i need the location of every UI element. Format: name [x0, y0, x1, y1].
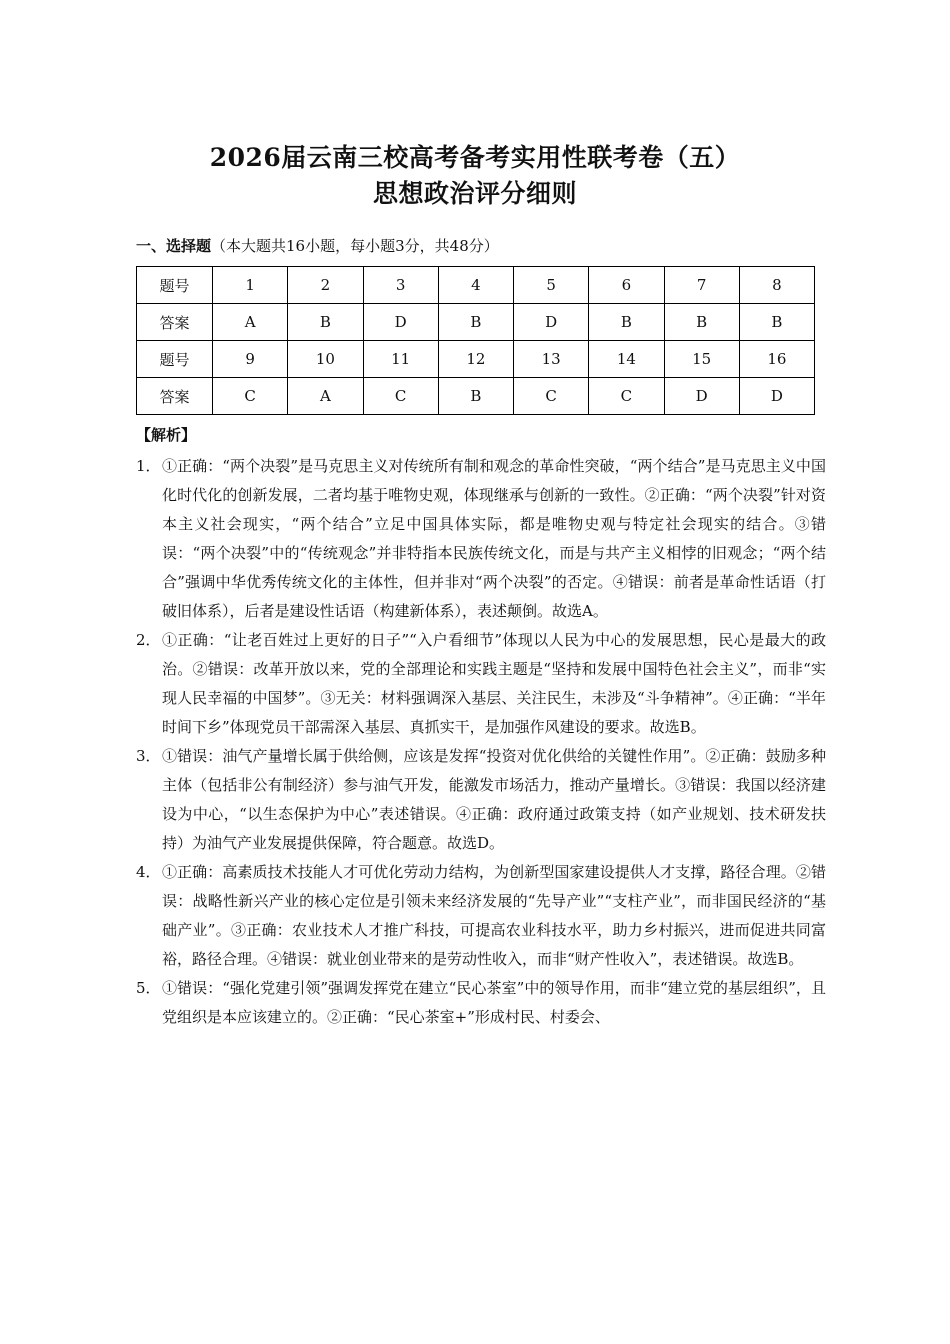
- row-label: 答案: [137, 304, 213, 341]
- item-number: 3．: [136, 747, 161, 765]
- table-row: [137, 304, 815, 341]
- section-heading: [136, 235, 499, 256]
- answer-table: [136, 266, 815, 415]
- analysis-heading: 【解析】: [136, 426, 197, 444]
- table-cell: 2: [288, 267, 363, 304]
- table-cell: A: [288, 378, 363, 415]
- table-cell: 13: [514, 341, 589, 378]
- table-cell: C: [363, 378, 438, 415]
- table-cell: A: [213, 304, 288, 341]
- item-text: ①正确：高素质技术技能人才可优化劳动力结构，为创新型国家建设提供人才支撑，路径合理。②错误：战略性新兴产业的核心定位是引领未来经济发展的“先导产业”“支柱产业”，而非国民经济的“基础产业”。③正确：农业技术人才推广科技，可提高农业科技水平，助力乡村振兴，进而促进共同富裕，路径合理。④错误：就业创业带来的是劳动性收入，而非“财产性收入”，表述错误。故选B。: [162, 863, 826, 968]
- table-cell: B: [664, 304, 739, 341]
- table-cell: 3: [363, 267, 438, 304]
- table-cell: 4: [438, 267, 513, 304]
- table-cell: C: [213, 378, 288, 415]
- table-cell: D: [514, 304, 589, 341]
- table-cell: 15: [664, 341, 739, 378]
- row-label: 题号: [137, 341, 213, 378]
- table-row: [137, 267, 815, 304]
- table-cell: C: [514, 378, 589, 415]
- analysis-list: [136, 452, 826, 1032]
- item-number: 1．: [136, 457, 161, 475]
- list-item: [136, 742, 826, 858]
- table-cell: 9: [213, 341, 288, 378]
- table-row: [137, 378, 815, 415]
- item-text: ①正确：“让老百姓过上更好的日子”“入户看细节”体现以人民为中心的发展思想，民心是最大的政治。②错误：改革开放以来，党的全部理论和实践主题是“坚持和发展中国特色社会主义”，而非“实现人民幸福的中国梦”。③无关：材料强调深入基层、关注民生，未涉及“斗争精神”。④正确：“半年时间下乡”体现党员干部需深入基层、真抓实干，是加强作风建设的要求。故选B。: [162, 631, 826, 736]
- list-item: [136, 626, 826, 742]
- table-cell: 11: [363, 341, 438, 378]
- table-cell: 8: [739, 267, 814, 304]
- section-label: 一、选择题: [136, 237, 212, 255]
- item-text: ①正确：“两个决裂”是马克思主义对传统所有制和观念的革命性突破，“两个结合”是马克思主义中国化时代化的创新发展，二者均基于唯物史观，体现继承与创新的一致性。②正确：“两个决裂”针对资本主义社会现实，“两个结合”立足中国具体实际，都是唯物史观与特定社会现实的结合。③错误：“两个决裂”中的“传统观念”并非特指本民族传统文化，而是与共产主义相悖的旧观念；“两个结合”强调中华优秀传统文化的主体性，但并非对“两个决裂”的否定。④错误：前者是革命性话语（打破旧体系），后者是建设性话语（构建新体系），表述颠倒。故选A。: [162, 457, 826, 620]
- table-row: [137, 341, 815, 378]
- item-number: 5．: [136, 979, 161, 997]
- item-number: 4．: [136, 863, 161, 881]
- document-title: 2026届云南三校高考备考实用性联考卷（五）: [209, 143, 741, 172]
- table-cell: D: [664, 378, 739, 415]
- item-text: ①错误：“强化党建引领”强调发挥党在建立“民心茶室”中的领导作用，而非“建立党的基层组织”，且党组织是本应该建立的。②正确：“民心茶室+”形成村民、村委会、: [162, 979, 826, 1026]
- table-cell: 7: [664, 267, 739, 304]
- table-cell: 5: [514, 267, 589, 304]
- table-cell: 12: [438, 341, 513, 378]
- table-cell: 16: [739, 341, 814, 378]
- table-cell: B: [739, 304, 814, 341]
- document-subtitle: 思想政治评分细则: [372, 179, 577, 208]
- item-text: ①错误：油气产量增长属于供给侧，应该是发挥“投资对优化供给的关键性作用”。②正确：鼓励多种主体（包括非公有制经济）参与油气开发，能激发市场活力，推动产量增长。③错误：我国以经济建设为中心，“以生态保护为中心”表述错误。④正确：政府通过政策支持（如产业规划、技术研发扶持）为油气产业发展提供保障，符合题意。故选D。: [162, 747, 826, 852]
- row-label: 题号: [137, 267, 213, 304]
- item-number: 2．: [136, 631, 161, 649]
- table-cell: B: [438, 304, 513, 341]
- list-item: [136, 452, 826, 626]
- list-item: [136, 974, 826, 1032]
- row-label: 答案: [137, 378, 213, 415]
- list-item: [136, 858, 826, 974]
- table-cell: D: [739, 378, 814, 415]
- table-cell: B: [589, 304, 664, 341]
- table-cell: B: [438, 378, 513, 415]
- table-cell: B: [288, 304, 363, 341]
- table-cell: C: [589, 378, 664, 415]
- table-cell: D: [363, 304, 438, 341]
- table-cell: 14: [589, 341, 664, 378]
- section-note: （本大题共16小题，每小题3分，共48分）: [211, 237, 499, 255]
- table-cell: 10: [288, 341, 363, 378]
- table-cell: 6: [589, 267, 664, 304]
- table-cell: 1: [213, 267, 288, 304]
